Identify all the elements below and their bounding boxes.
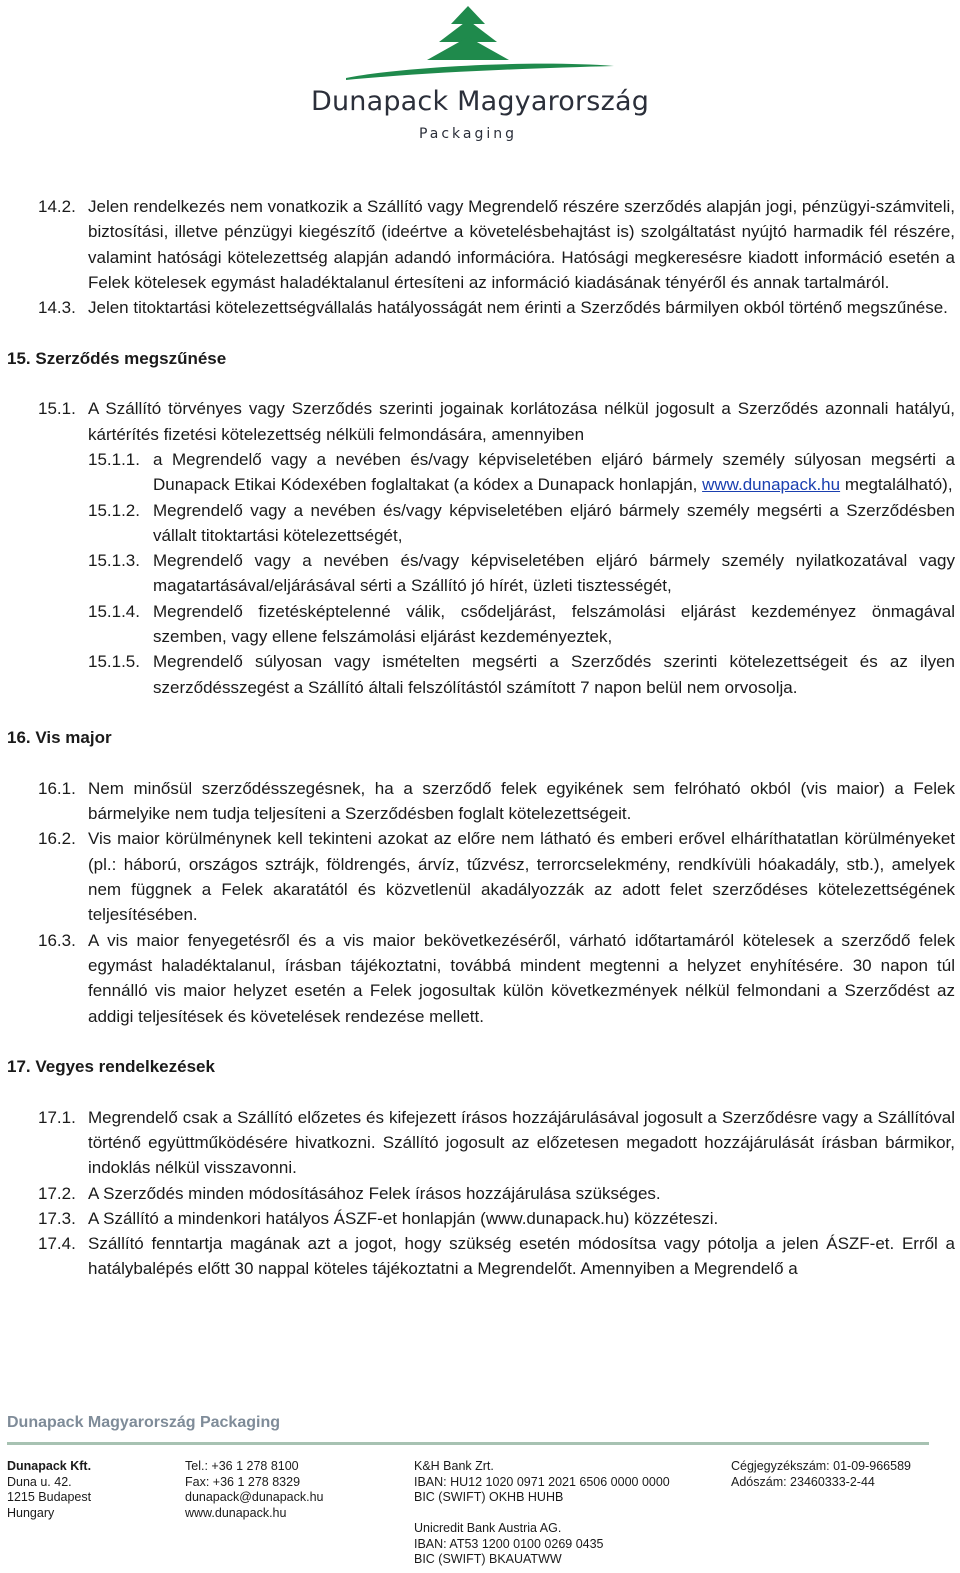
bank-iban: IBAN: AT53 1200 0100 0269 0435 (414, 1536, 604, 1551)
brand-subtitle: Packaging (418, 126, 518, 142)
clause-text: A Szállító a mindenkori hatályos ÁSZF-et honlapján (www.dunapack.hu) közzéteszi. (88, 1208, 719, 1228)
clause-text: Jelen rendelkezés nem vonatkozik a Szállító vagy Megrendelő részére szerződés alapján jogi, pénzügyi-számviteli, biztosítási, illetve pénzügyi kiegészítő (ideértve a követelésbehajtást is) szolgáltatást nyújtó harmadik fél részére, valamint hatósági kötelezettség alapján adandó információra. Hatósági megkeresésre kiadott információ esetén a Felek kötelesek egymást haladéktalanul értesíteni az információ kiadásának tényéről és annak tartalmáról. (88, 197, 955, 292)
company-street: Duna u. 42. (7, 1474, 72, 1489)
company-city: 1215 Budapest (7, 1490, 92, 1504)
bank-bic: BIC (SWIFT) OKHB HUHB (414, 1490, 564, 1504)
footer-company-address (7, 1459, 91, 1521)
clause-14-2 (0, 194, 960, 295)
section-heading-17: 17. Vegyes rendelkezések (7, 1057, 215, 1077)
clause-text (153, 447, 955, 498)
clause-16-3 (0, 928, 960, 1029)
footer-brand: Dunapack Magyarország Packaging (7, 1414, 280, 1431)
footer-bank-unicredit (414, 1521, 604, 1568)
footer-contact (185, 1459, 324, 1521)
clause-number: 17.4. (38, 1234, 76, 1254)
phone-number: Tel.: +36 1 278 8100 (185, 1459, 299, 1473)
clause-number: 16.1. (38, 778, 76, 798)
document-body (0, 194, 960, 1282)
clause-14-3 (0, 295, 960, 320)
clause-text: A Szerződés minden módosításához Felek írásos hozzájárulása szükséges. (88, 1183, 661, 1203)
clause-text-after: megtalálható), (844, 475, 953, 495)
dunapack-tree-logo-icon (338, 4, 622, 84)
clause-17-4 (0, 1231, 960, 1282)
clause-number: 16.2. (38, 829, 76, 849)
clause-15-1-4 (0, 599, 960, 650)
clause-number: 15.1.4. (88, 601, 140, 621)
clause-16-1 (0, 776, 960, 827)
fax-number: Fax: +36 1 278 8329 (185, 1474, 301, 1489)
clause-16-2 (0, 826, 960, 927)
clause-number: 14.3. (38, 298, 76, 318)
clause-number: 16.3. (38, 930, 76, 950)
clause-15-1-1 (0, 447, 960, 498)
page-footer (0, 1405, 960, 1573)
clause-text-before: a Megrendelő vagy a nevében és/vagy képviseletében eljáró bármely személy súlyosan megsérti a Dunapack Etikai Kódexében foglaltakat (a kódex a Dunapack honlapján, (153, 449, 955, 495)
bank-name: K&H Bank Zrt. (414, 1459, 494, 1473)
footer-registry (731, 1459, 911, 1490)
clause-number: 14.2. (38, 197, 76, 216)
clause-text: A Szállító törvényes vagy Szerződés szerinti jogainak korlátozása nélkül jogosult a Szerződés azonnali hatályú, kártérítés fizetési kötelezettség nélküli felmondására, amennyiben (88, 399, 955, 444)
company-name: Dunapack Kft. (7, 1459, 92, 1473)
clause-number: 15.1. (38, 399, 76, 419)
clause-number: 17.1. (38, 1107, 76, 1127)
footer-bank-kh (414, 1459, 670, 1506)
company-country: Hungary (7, 1505, 55, 1520)
clause-text: Megrendelő fizetésképtelenné válik, csődeljárást, felszámolási eljárást kezdeményez önmagával szemben, vagy ellene felszámolási eljárást kezdeményeztek, (153, 601, 955, 647)
clause-15-1 (0, 396, 960, 447)
clause-number: 15.1.5. (88, 652, 140, 672)
clause-text: Vis maior körülménynek kell tekinteni azokat az előre nem látható és emberi erővel elháríthatatlan körülményeket (pl.: háború, országos sztrájk, földrengés, árvíz, tűzvész, terrorcselekmény, rendkívüli hóakadály, stb.), amelyek nem függnek a Felek akaratától és közvetlenül akadályozzák az adott felet szerződéses kötelezettségének teljesítésében. (88, 829, 955, 925)
website-address[interactable]: www.dunapack.hu (185, 1505, 287, 1520)
clause-17-1 (0, 1105, 960, 1181)
bank-bic: BIC (SWIFT) BKAUATWW (414, 1552, 562, 1566)
clause-17-2 (0, 1181, 960, 1206)
footer-divider (7, 1442, 929, 1445)
company-registration-number: Cégjegyzékszám: 01-09-966589 (731, 1459, 911, 1473)
bank-iban: IBAN: HU12 1020 0971 2021 6506 0000 0000 (414, 1474, 670, 1489)
dunapack-website-link[interactable]: www.dunapack.hu (702, 475, 841, 495)
email-address[interactable]: dunapack@dunapack.hu (185, 1490, 324, 1504)
clause-number: 15.1.1. (88, 449, 140, 469)
clause-number: 15.1.2. (88, 500, 140, 520)
clause-number: 15.1.3. (88, 551, 140, 571)
clause-text: Jelen titoktartási kötelezettségvállalás hatályosságát nem érinti a Szerződés bármilyen okból történő megszűnése. (88, 298, 948, 318)
clause-15-1-2 (0, 498, 960, 549)
clause-text: Megrendelő csak a Szállító előzetes és kifejezett írásos hozzájárulásával jogosult a Szerződésre vagy a Szállítóval történő együttműködésére hivatkozni. Szállító jogosult az előzetesen megadott hozzájárulását írásban bármikor, indoklás nélkül visszavonni. (88, 1107, 955, 1178)
page-header (0, 0, 960, 160)
clause-text: Megrendelő vagy a nevében és/vagy képviseletében eljáró bármely személy nyilatkozatával vagy magatartásával/eljárásával sérti a Szállító jó hírét, üzleti tisztességét, (153, 551, 955, 596)
clause-text: Megrendelő súlyosan vagy ismételten megsérti a Szerződés szerinti kötelezettségeit és az ilyen szerződésszegést a Szállító általi felszólítástól számított 7 napon belül nem orvosolja. (153, 652, 955, 697)
clause-15-1-3 (0, 548, 960, 599)
clause-15-1-5 (0, 649, 960, 700)
section-heading-15: 15. Szerződés megszűnése (7, 348, 227, 368)
section-heading-16: 16. Vis major (7, 728, 112, 748)
tax-number: Adószám: 23460333-2-44 (731, 1474, 875, 1489)
clause-text: Szállító fenntartja magának azt a jogot, hogy szükség esetén módosítsa vagy pótolja a jelen ÁSZF-et. Erről a hatálybalépés előtt 30 nappal köteles tájékoztatni a Megrendelőt. Amennyiben a Megrendelő a (88, 1234, 955, 1279)
clause-17-3 (0, 1206, 960, 1231)
brand-name: Dunapack Magyarország (310, 86, 650, 117)
clause-text: Nem minősül szerződésszegésnek, ha a szerződő felek egyikének sem felróható okból (vis maior) a Felek bármelyike nem tudja teljesíteni a Szerződésben foglalt kötelezettségeit. (88, 778, 955, 824)
bank-name: Unicredit Bank Austria AG. (414, 1521, 562, 1535)
clause-text: Megrendelő vagy a nevében és/vagy képviseletében eljáró bármely személy megsérti a Szerződésben vállalt titoktartási kötelezettségét, (153, 500, 955, 545)
clause-text: A vis maior fenyegetésről és a vis maior bekövetkezéséről, várható időtartamáról kötelesek a szerződő felek egymást haladéktalanul, írásban tájékoztatni, továbbá mindent megtenni a helyzet enyhítésére. 30 napon túl fennálló vis maior helyzet esetén a Felek jogosultak külön következmények nélkül felmondani a Szerződést az addigi teljesítések és követelések rendezése mellett. (88, 930, 955, 1026)
clause-number: 17.2. (38, 1183, 76, 1203)
clause-number: 17.3. (38, 1208, 76, 1228)
